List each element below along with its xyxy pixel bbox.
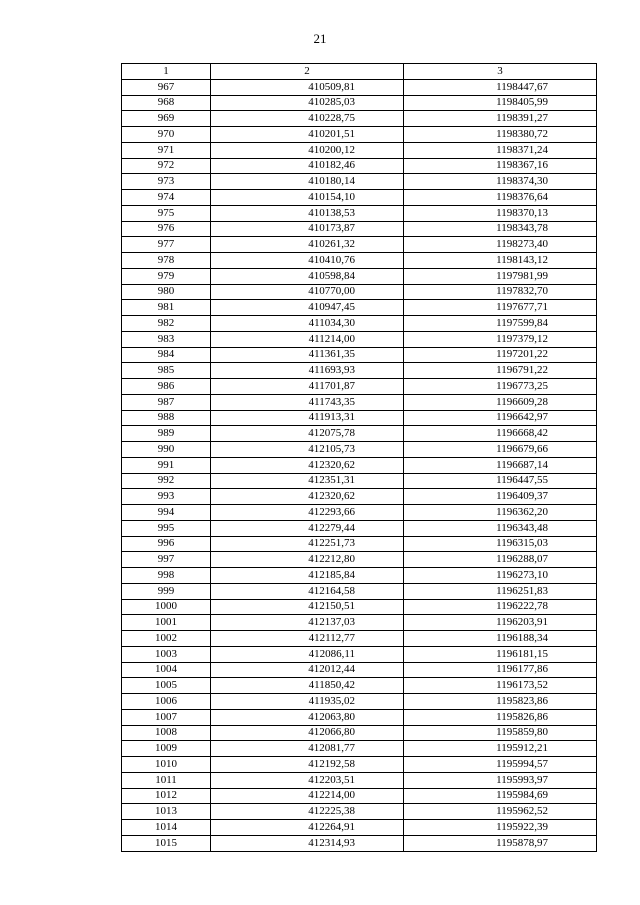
column-header-2: 2 xyxy=(211,64,404,80)
y-coordinate-cell: 1196642,97 xyxy=(404,410,597,426)
x-coordinate-cell: 412112,77 xyxy=(211,631,404,647)
y-coordinate-cell: 1196188,34 xyxy=(404,631,597,647)
x-coordinate-cell: 411935,02 xyxy=(211,694,404,710)
table-row xyxy=(122,741,597,757)
point-number-cell: 995 xyxy=(122,520,211,536)
x-coordinate-cell: 412192,58 xyxy=(211,757,404,773)
table-row xyxy=(122,142,597,158)
x-coordinate-cell: 411913,31 xyxy=(211,410,404,426)
table-row xyxy=(122,599,597,615)
y-coordinate-cell: 1195859,80 xyxy=(404,725,597,741)
y-coordinate-cell: 1196251,83 xyxy=(404,583,597,599)
y-coordinate-cell: 1196177,86 xyxy=(404,662,597,678)
x-coordinate-cell: 411701,87 xyxy=(211,379,404,395)
point-number-cell: 994 xyxy=(122,505,211,521)
y-coordinate-cell: 1195984,69 xyxy=(404,788,597,804)
point-number-cell: 1009 xyxy=(122,741,211,757)
table-row xyxy=(122,820,597,836)
point-number-cell: 1001 xyxy=(122,615,211,631)
table-row xyxy=(122,221,597,237)
x-coordinate-cell: 412105,73 xyxy=(211,442,404,458)
point-number-cell: 987 xyxy=(122,394,211,410)
x-coordinate-cell: 412185,84 xyxy=(211,568,404,584)
x-coordinate-cell: 412066,80 xyxy=(211,725,404,741)
table-row xyxy=(122,174,597,190)
x-coordinate-cell: 412012,44 xyxy=(211,662,404,678)
y-coordinate-cell: 1197677,71 xyxy=(404,300,597,316)
point-number-cell: 997 xyxy=(122,552,211,568)
x-coordinate-cell: 410598,84 xyxy=(211,268,404,284)
y-coordinate-cell: 1196773,25 xyxy=(404,379,597,395)
x-coordinate-cell: 412150,51 xyxy=(211,599,404,615)
y-coordinate-cell: 1196343,48 xyxy=(404,520,597,536)
point-number-cell: 1002 xyxy=(122,631,211,647)
x-coordinate-cell: 410182,46 xyxy=(211,158,404,174)
y-coordinate-cell: 1195912,21 xyxy=(404,741,597,757)
x-coordinate-cell: 410200,12 xyxy=(211,142,404,158)
point-number-cell: 996 xyxy=(122,536,211,552)
y-coordinate-cell: 1198143,12 xyxy=(404,253,597,269)
table-row xyxy=(122,646,597,662)
table-row xyxy=(122,725,597,741)
table-row xyxy=(122,363,597,379)
x-coordinate-cell: 411214,00 xyxy=(211,331,404,347)
table-row xyxy=(122,835,597,851)
table-row xyxy=(122,552,597,568)
x-coordinate-cell: 412293,66 xyxy=(211,505,404,521)
table-row xyxy=(122,95,597,111)
y-coordinate-cell: 1196447,55 xyxy=(404,473,597,489)
table-row xyxy=(122,426,597,442)
point-number-cell: 972 xyxy=(122,158,211,174)
y-coordinate-cell: 1198374,30 xyxy=(404,174,597,190)
column-header-1: 1 xyxy=(122,64,211,80)
table-row xyxy=(122,79,597,95)
y-coordinate-cell: 1198273,40 xyxy=(404,237,597,253)
table-row xyxy=(122,489,597,505)
y-coordinate-cell: 1197599,84 xyxy=(404,316,597,332)
x-coordinate-cell: 410261,32 xyxy=(211,237,404,253)
x-coordinate-cell: 410154,10 xyxy=(211,190,404,206)
y-coordinate-cell: 1196409,37 xyxy=(404,489,597,505)
table-row xyxy=(122,788,597,804)
y-coordinate-cell: 1196687,14 xyxy=(404,457,597,473)
y-coordinate-cell: 1198367,16 xyxy=(404,158,597,174)
table-row xyxy=(122,694,597,710)
point-number-cell: 970 xyxy=(122,127,211,143)
x-coordinate-cell: 412075,78 xyxy=(211,426,404,442)
point-number-cell: 981 xyxy=(122,300,211,316)
x-coordinate-cell: 410180,14 xyxy=(211,174,404,190)
y-coordinate-cell: 1196181,15 xyxy=(404,646,597,662)
x-coordinate-cell: 410138,53 xyxy=(211,205,404,221)
column-header-3: 3 xyxy=(404,64,597,80)
point-number-cell: 992 xyxy=(122,473,211,489)
x-coordinate-cell: 412063,80 xyxy=(211,709,404,725)
point-number-cell: 1012 xyxy=(122,788,211,804)
point-number-cell: 999 xyxy=(122,583,211,599)
point-number-cell: 985 xyxy=(122,363,211,379)
x-coordinate-cell: 412214,00 xyxy=(211,788,404,804)
table-row xyxy=(122,678,597,694)
x-coordinate-cell: 412137,03 xyxy=(211,615,404,631)
point-number-cell: 993 xyxy=(122,489,211,505)
point-number-cell: 1013 xyxy=(122,804,211,820)
y-coordinate-cell: 1196609,28 xyxy=(404,394,597,410)
x-coordinate-cell: 412225,38 xyxy=(211,804,404,820)
x-coordinate-cell: 412351,31 xyxy=(211,473,404,489)
y-coordinate-cell: 1198405,99 xyxy=(404,95,597,111)
point-number-cell: 975 xyxy=(122,205,211,221)
table-body xyxy=(122,79,597,851)
x-coordinate-cell: 410947,45 xyxy=(211,300,404,316)
y-coordinate-cell: 1195826,86 xyxy=(404,709,597,725)
table-row xyxy=(122,520,597,536)
table-row xyxy=(122,410,597,426)
table-row xyxy=(122,709,597,725)
table-row xyxy=(122,536,597,552)
y-coordinate-cell: 1195823,86 xyxy=(404,694,597,710)
table-row xyxy=(122,316,597,332)
page-number: 21 xyxy=(313,31,327,46)
table-row xyxy=(122,772,597,788)
y-coordinate-cell: 1198380,72 xyxy=(404,127,597,143)
table-row xyxy=(122,457,597,473)
point-number-cell: 1015 xyxy=(122,835,211,851)
x-coordinate-cell: 410228,75 xyxy=(211,111,404,127)
table-row xyxy=(122,568,597,584)
x-coordinate-cell: 412212,80 xyxy=(211,552,404,568)
point-number-cell: 1003 xyxy=(122,646,211,662)
point-number-cell: 1005 xyxy=(122,678,211,694)
y-coordinate-cell: 1198447,67 xyxy=(404,79,597,95)
table-row xyxy=(122,284,597,300)
x-coordinate-cell: 411693,93 xyxy=(211,363,404,379)
table-row xyxy=(122,757,597,773)
point-number-cell: 988 xyxy=(122,410,211,426)
x-coordinate-cell: 412264,91 xyxy=(211,820,404,836)
x-coordinate-cell: 410173,87 xyxy=(211,221,404,237)
point-number-cell: 991 xyxy=(122,457,211,473)
table-row xyxy=(122,268,597,284)
y-coordinate-cell: 1195993,97 xyxy=(404,772,597,788)
point-number-cell: 973 xyxy=(122,174,211,190)
point-number-cell: 989 xyxy=(122,426,211,442)
point-number-cell: 974 xyxy=(122,190,211,206)
y-coordinate-cell: 1196668,42 xyxy=(404,426,597,442)
point-number-cell: 990 xyxy=(122,442,211,458)
y-coordinate-cell: 1195922,39 xyxy=(404,820,597,836)
table-row xyxy=(122,379,597,395)
x-coordinate-cell: 412320,62 xyxy=(211,457,404,473)
point-number-cell: 983 xyxy=(122,331,211,347)
x-coordinate-cell: 412086,11 xyxy=(211,646,404,662)
table-row xyxy=(122,237,597,253)
y-coordinate-cell: 1196273,10 xyxy=(404,568,597,584)
point-number-cell: 979 xyxy=(122,268,211,284)
point-number-cell: 969 xyxy=(122,111,211,127)
table-row xyxy=(122,158,597,174)
y-coordinate-cell: 1195994,57 xyxy=(404,757,597,773)
point-number-cell: 980 xyxy=(122,284,211,300)
y-coordinate-cell: 1196791,22 xyxy=(404,363,597,379)
y-coordinate-cell: 1196203,91 xyxy=(404,615,597,631)
table-row xyxy=(122,253,597,269)
table-row xyxy=(122,331,597,347)
y-coordinate-cell: 1196222,78 xyxy=(404,599,597,615)
y-coordinate-cell: 1198343,78 xyxy=(404,221,597,237)
point-number-cell: 1004 xyxy=(122,662,211,678)
table-row xyxy=(122,583,597,599)
x-coordinate-cell: 412081,77 xyxy=(211,741,404,757)
y-coordinate-cell: 1196288,07 xyxy=(404,552,597,568)
y-coordinate-cell: 1198376,64 xyxy=(404,190,597,206)
point-number-cell: 971 xyxy=(122,142,211,158)
table-row xyxy=(122,300,597,316)
point-number-cell: 1011 xyxy=(122,772,211,788)
y-coordinate-cell: 1196315,03 xyxy=(404,536,597,552)
x-coordinate-cell: 412279,44 xyxy=(211,520,404,536)
y-coordinate-cell: 1197981,99 xyxy=(404,268,597,284)
coordinates-table xyxy=(121,63,597,852)
x-coordinate-cell: 411743,35 xyxy=(211,394,404,410)
table-row xyxy=(122,347,597,363)
y-coordinate-cell: 1198370,13 xyxy=(404,205,597,221)
y-coordinate-cell: 1198391,27 xyxy=(404,111,597,127)
y-coordinate-cell: 1197379,12 xyxy=(404,331,597,347)
point-number-cell: 978 xyxy=(122,253,211,269)
table-row xyxy=(122,804,597,820)
point-number-cell: 967 xyxy=(122,79,211,95)
point-number-cell: 976 xyxy=(122,221,211,237)
table-row xyxy=(122,631,597,647)
table-row xyxy=(122,111,597,127)
y-coordinate-cell: 1195878,97 xyxy=(404,835,597,851)
y-coordinate-cell: 1196679,66 xyxy=(404,442,597,458)
x-coordinate-cell: 412203,51 xyxy=(211,772,404,788)
point-number-cell: 1000 xyxy=(122,599,211,615)
y-coordinate-cell: 1196362,20 xyxy=(404,505,597,521)
point-number-cell: 998 xyxy=(122,568,211,584)
y-coordinate-cell: 1195962,52 xyxy=(404,804,597,820)
x-coordinate-cell: 410410,76 xyxy=(211,253,404,269)
x-coordinate-cell: 411034,30 xyxy=(211,316,404,332)
point-number-cell: 984 xyxy=(122,347,211,363)
table-header-row xyxy=(122,64,597,80)
table-row xyxy=(122,662,597,678)
point-number-cell: 977 xyxy=(122,237,211,253)
x-coordinate-cell: 410770,00 xyxy=(211,284,404,300)
table-row xyxy=(122,615,597,631)
point-number-cell: 982 xyxy=(122,316,211,332)
point-number-cell: 1008 xyxy=(122,725,211,741)
x-coordinate-cell: 410509,81 xyxy=(211,79,404,95)
table-row xyxy=(122,205,597,221)
table-row xyxy=(122,127,597,143)
table-row xyxy=(122,394,597,410)
table-row xyxy=(122,190,597,206)
point-number-cell: 968 xyxy=(122,95,211,111)
x-coordinate-cell: 412320,62 xyxy=(211,489,404,505)
x-coordinate-cell: 412314,93 xyxy=(211,835,404,851)
x-coordinate-cell: 410285,03 xyxy=(211,95,404,111)
y-coordinate-cell: 1198371,24 xyxy=(404,142,597,158)
point-number-cell: 1010 xyxy=(122,757,211,773)
x-coordinate-cell: 412164,58 xyxy=(211,583,404,599)
y-coordinate-cell: 1197201,22 xyxy=(404,347,597,363)
x-coordinate-cell: 412251,73 xyxy=(211,536,404,552)
y-coordinate-cell: 1196173,52 xyxy=(404,678,597,694)
x-coordinate-cell: 410201,51 xyxy=(211,127,404,143)
point-number-cell: 986 xyxy=(122,379,211,395)
point-number-cell: 1007 xyxy=(122,709,211,725)
table-row xyxy=(122,442,597,458)
point-number-cell: 1014 xyxy=(122,820,211,836)
table-row xyxy=(122,505,597,521)
x-coordinate-cell: 411361,35 xyxy=(211,347,404,363)
y-coordinate-cell: 1197832,70 xyxy=(404,284,597,300)
point-number-cell: 1006 xyxy=(122,694,211,710)
x-coordinate-cell: 411850,42 xyxy=(211,678,404,694)
table-row xyxy=(122,473,597,489)
